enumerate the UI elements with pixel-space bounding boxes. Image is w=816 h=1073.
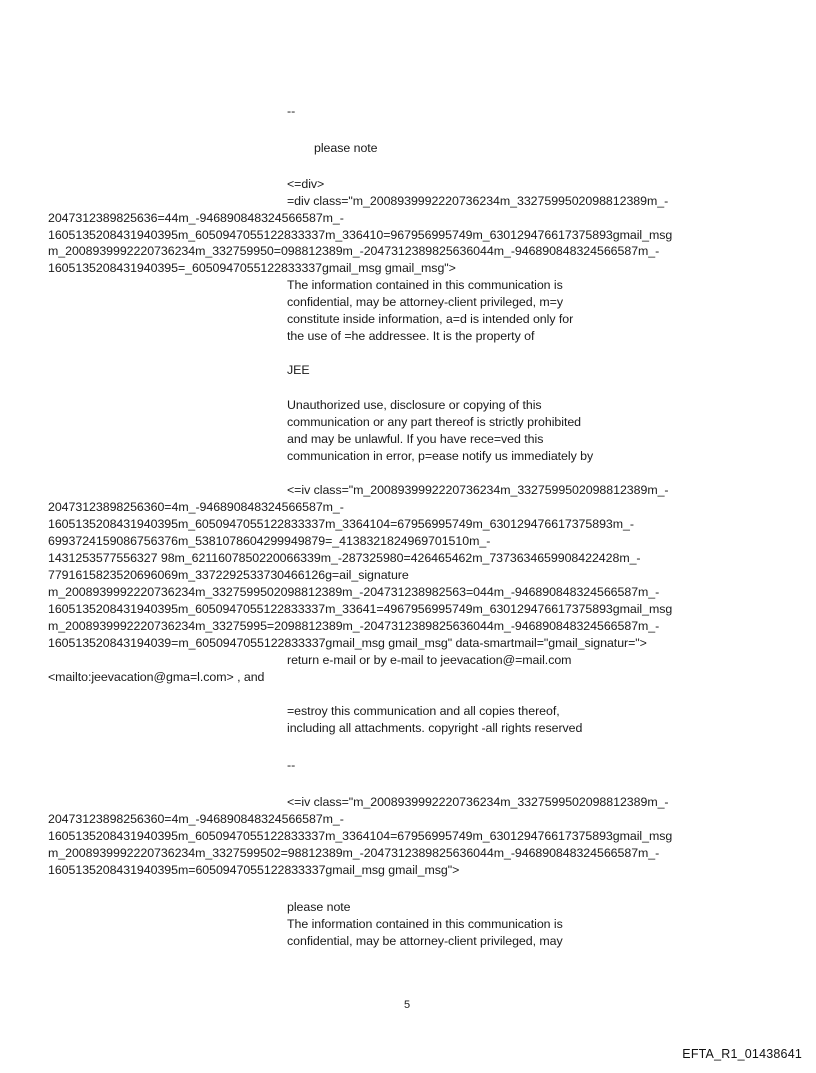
text-line: m_2008939992220736234m_3327599502098812389m_-204731238982563=044m_-946890848324566587m_-: [48, 585, 660, 599]
text-line: m_2008939992220736234m_33275995=2098812389m_-2047312389825636044m_-946890848324566587m_-: [48, 619, 660, 633]
text-line: 6993724159086756376m_5381078604299949879=_4138321824969701510m_-: [48, 534, 491, 548]
text-line: communication in error, p=ease notify us immediately by: [287, 449, 594, 463]
text-line: please note: [287, 900, 351, 914]
text-line: constitute inside information, a=d is intended only for: [287, 312, 574, 326]
text-line: please note: [314, 141, 378, 155]
text-line: 7791615823520696069m_3372292533730466126g=ail_signature: [48, 568, 409, 582]
page-number: 5: [404, 999, 411, 1011]
text-line: 1605135208431940395m_6050947055122833337m_336410=967956995749m_630129476617375893gmail_msg: [48, 228, 673, 242]
separator-line: --: [287, 104, 296, 118]
text-line: m_2008939992220736234m_332759950=098812389m_-2047312389825636044m_-946890848324566587m_-: [48, 244, 660, 258]
text-line: JEE: [287, 363, 310, 377]
text-line: <mailto:jeevacation@gma=l.com> , and: [48, 670, 265, 684]
text-line: return e-mail or by e-mail to jeevacation@=mail.com: [287, 653, 572, 667]
text-line: Unauthorized use, disclosure or copying of this: [287, 398, 542, 412]
text-line: 2047312389825636=44m_-946890848324566587m_-: [48, 211, 344, 225]
text-line: <=iv class="m_2008939992220736234m_3327599502098812389m_-: [287, 795, 669, 809]
text-line: 1605135208431940395m_6050947055122833337m_3364104=67956995749m_630129476617375893m_-: [48, 517, 634, 531]
text-line: 1431253577556327 98m_6211607850220066339m_-287325980=426465462m_7373634659908422428m_-: [48, 551, 641, 565]
separator-line: --: [287, 758, 296, 772]
text-line: The information contained in this communication is: [287, 917, 563, 931]
text-line: 160513520843194039=m_6050947055122833337gmail_msg gmail_msg" data-smartmail="gmail_signatur=">: [48, 636, 647, 650]
text-line: 1605135208431940395m_6050947055122833337m_33641=4967956995749m_630129476617375893gmail_msg: [48, 602, 673, 616]
text-line: communication or any part thereof is strictly prohibited: [287, 415, 582, 429]
text-line: including all attachments. copyright -all rights reserved: [287, 721, 583, 735]
text-line: confidential, may be attorney-client privileged, may: [287, 934, 563, 948]
text-line: the use of =he addressee. It is the property of: [287, 329, 535, 343]
text-line: <=iv class="m_2008939992220736234m_3327599502098812389m_-: [287, 483, 669, 497]
text-line: <=div>: [287, 177, 325, 191]
text-line: 1605135208431940395m_6050947055122833337m_3364104=67956995749m_630129476617375893gmail_msg: [48, 829, 673, 843]
text-line: The information contained in this communication is: [287, 278, 563, 292]
text-line: confidential, may be attorney-client privileged, m=y: [287, 295, 563, 309]
text-line: 1605135208431940395=_6050947055122833337gmail_msg gmail_msg">: [48, 261, 456, 275]
text-line: 20473123898256360=4m_-946890848324566587m_-: [48, 500, 344, 514]
text-line: =estroy this communication and all copies thereof,: [287, 704, 560, 718]
text-line: and may be unlawful. If you have rece=ved this: [287, 432, 544, 446]
text-line: 1605135208431940395m=6050947055122833337gmail_msg gmail_msg">: [48, 863, 460, 877]
text-line: 20473123898256360=4m_-946890848324566587m_-: [48, 812, 344, 826]
text-line: m_2008939992220736234m_3327599502=98812389m_-2047312389825636044m_-946890848324566587m_-: [48, 846, 660, 860]
text-line: =div class="m_2008939992220736234m_3327599502098812389m_-: [287, 194, 669, 208]
bates-number: EFTA_R1_01438641: [682, 1047, 802, 1061]
